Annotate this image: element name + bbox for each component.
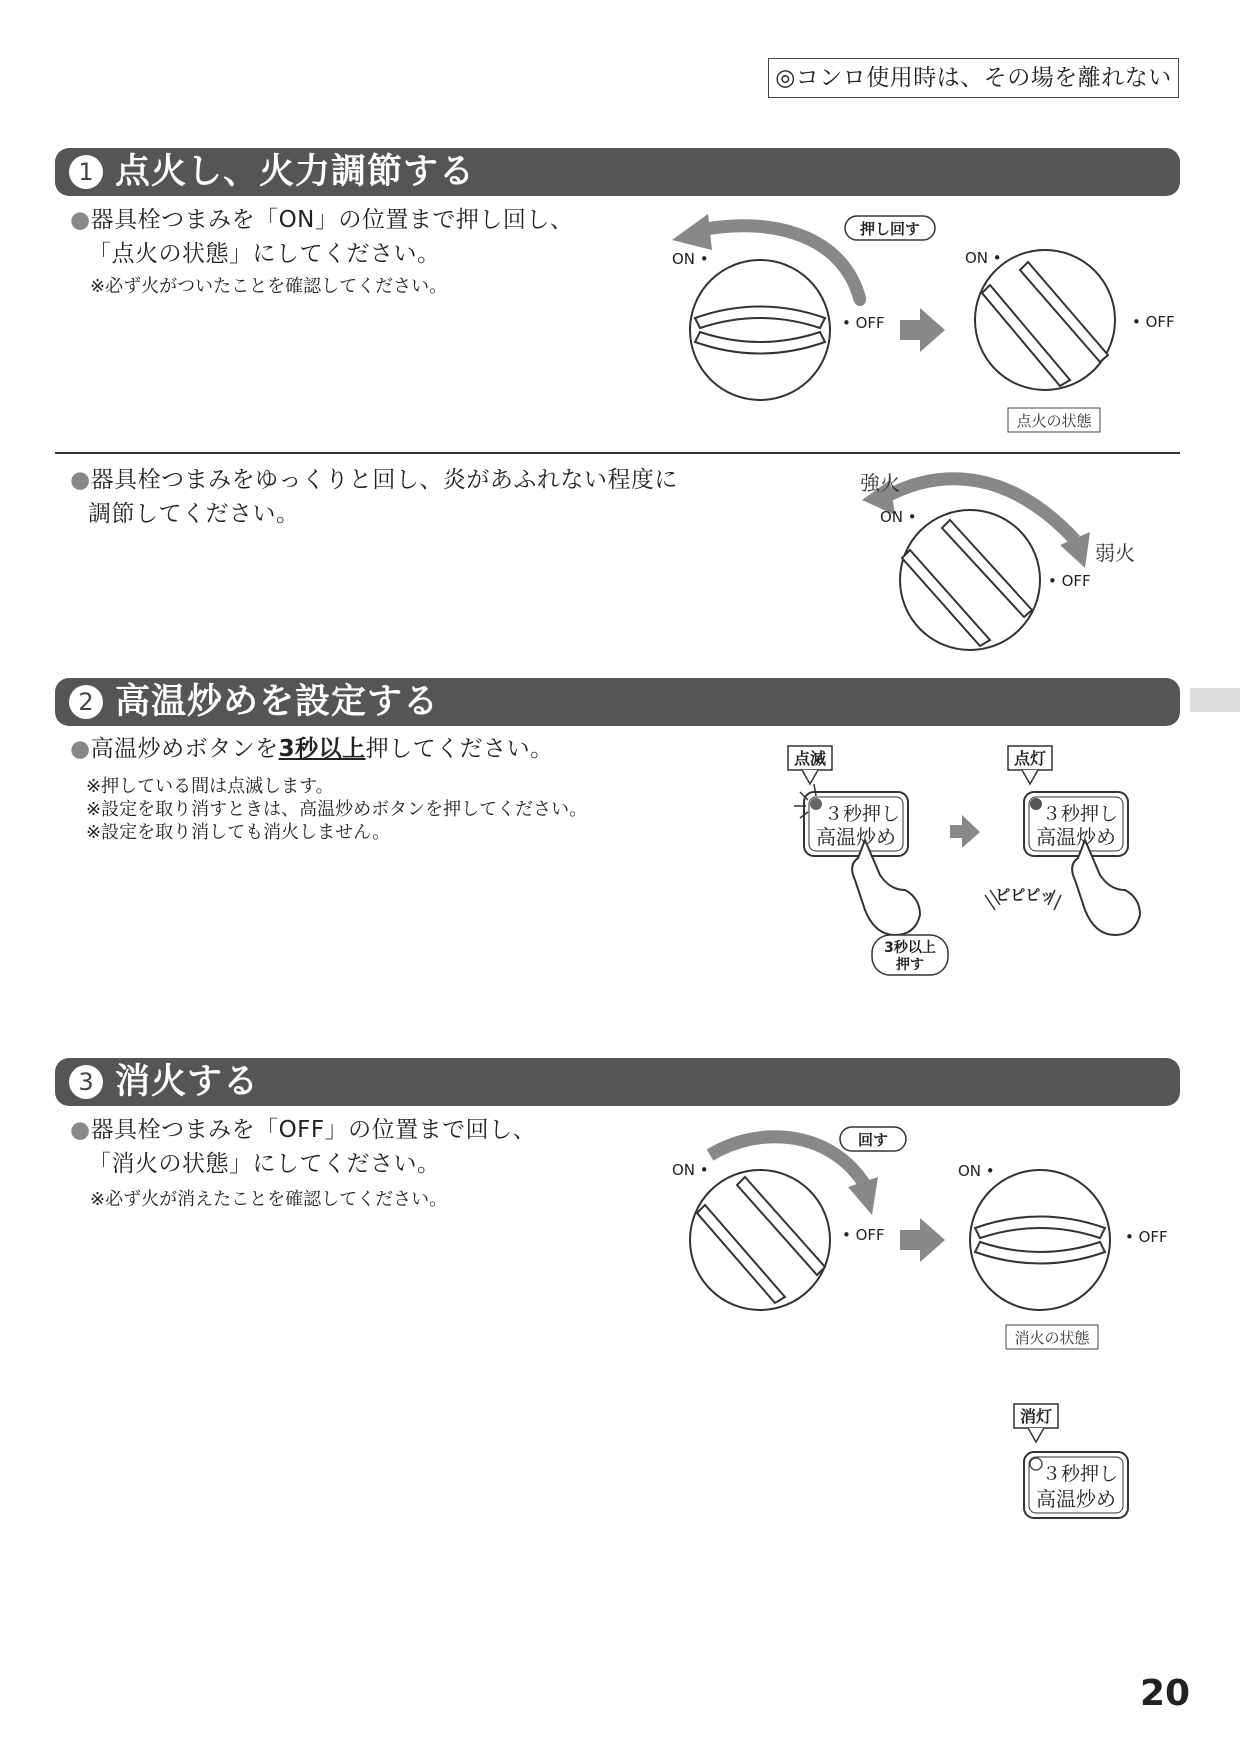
section-1-header <box>55 148 1180 196</box>
knob-on-position <box>690 1170 830 1310</box>
knob-adjust <box>900 510 1040 650</box>
adjust-instruction: ●器具栓つまみをゆっくりと回し、炎があふれない程度に 調節してください。 <box>70 467 678 527</box>
next-arrow-icon <box>900 308 945 352</box>
section-1-note: ※必ず火がついたことを確認してください。 <box>90 276 448 297</box>
svg-text:3秒以上: 3秒以上 <box>884 940 936 956</box>
svg-text:• OFF: • OFF <box>1048 572 1091 590</box>
svg-text:ON •: ON • <box>672 1161 709 1179</box>
section-1-instruction: ●器具栓つまみを「ON」の位置まで押し回し、 「点火の状態」にしてください。 <box>70 207 574 267</box>
section-title: 高温炒めを設定する <box>115 682 440 722</box>
high-temp-button-blinking <box>794 784 908 856</box>
svg-text:ON •: ON • <box>880 508 917 526</box>
section-title: 消火する <box>115 1062 260 1102</box>
section-2-header <box>55 678 1180 726</box>
next-arrow-icon <box>900 1218 945 1262</box>
svg-text:• OFF: • OFF <box>1125 1228 1168 1246</box>
svg-text:回す: 回す <box>857 1131 889 1149</box>
knob-off-position <box>970 1170 1110 1310</box>
svg-text:３秒押し: ３秒押し <box>823 803 901 825</box>
svg-text:消火の状態: 消火の状態 <box>1014 1329 1090 1347</box>
section-3-note: ※必ず火が消えたことを確認してください。 <box>90 1189 448 1210</box>
ignite-illustration <box>660 200 1180 440</box>
high-temp-button-off <box>1024 1452 1128 1518</box>
svg-text:押し回す: 押し回す <box>859 220 921 238</box>
svg-text:ピピピッ: ピピピッ <box>995 886 1055 904</box>
section-3-header <box>55 1058 1180 1106</box>
section-title: 点火し、火力調節する <box>115 152 476 192</box>
svg-text:３秒押し: ３秒押し <box>1041 1463 1119 1485</box>
adjust-illustration <box>850 460 1170 660</box>
svg-text:強火: 強火 <box>860 471 900 495</box>
section-divider <box>55 452 1180 454</box>
svg-text:ON •: ON • <box>672 250 709 268</box>
svg-text:点火の状態: 点火の状態 <box>1016 412 1092 430</box>
side-tab <box>1190 688 1240 712</box>
svg-text:弱火: 弱火 <box>1095 541 1135 565</box>
svg-text:• OFF: • OFF <box>1132 313 1175 331</box>
next-arrow-icon <box>950 815 980 848</box>
high-temp-illustration <box>780 740 1160 980</box>
svg-text:３秒押し: ３秒押し <box>1041 803 1119 825</box>
svg-text:高温炒め: 高温炒め <box>1036 825 1116 849</box>
section-2-notes: ※押している間は点滅します。 ※設定を取り消すときは、高温炒めボタンを押してください。 ※設定を取り消しても消火しません。 <box>86 776 588 843</box>
page-number: 20 <box>1140 1673 1191 1714</box>
section-number: 2 <box>69 685 103 719</box>
svg-text:ON •: ON • <box>958 1162 995 1180</box>
light-off-illustration <box>1010 1400 1160 1530</box>
svg-text:• OFF: • OFF <box>842 1226 885 1244</box>
svg-text:高温炒め: 高温炒め <box>1036 1487 1116 1511</box>
section-number: 3 <box>69 1065 103 1099</box>
knob-off-position <box>690 260 830 400</box>
svg-text:点灯: 点灯 <box>1013 749 1047 768</box>
knob-on-position <box>975 250 1115 390</box>
svg-text:ON •: ON • <box>965 249 1002 267</box>
section-number: 1 <box>69 155 103 189</box>
svg-text:押す: 押す <box>896 957 924 973</box>
svg-text:消灯: 消灯 <box>1019 1407 1053 1426</box>
svg-text:• OFF: • OFF <box>842 314 885 332</box>
section-2-instruction: ●高温炒めボタンを3秒以上押してください。 <box>70 736 554 762</box>
section-3-instruction: ●器具栓つまみを「OFF」の位置まで回し、 「消火の状態」にしてください。 <box>70 1117 537 1177</box>
svg-text:高温炒め: 高温炒め <box>816 825 896 849</box>
svg-text:点滅: 点滅 <box>793 749 827 768</box>
caution-notice: ◎コンロ使用時は、その場を離れない <box>768 58 1179 98</box>
high-temp-button-lit <box>1024 792 1128 856</box>
extinguish-illustration <box>660 1115 1180 1355</box>
